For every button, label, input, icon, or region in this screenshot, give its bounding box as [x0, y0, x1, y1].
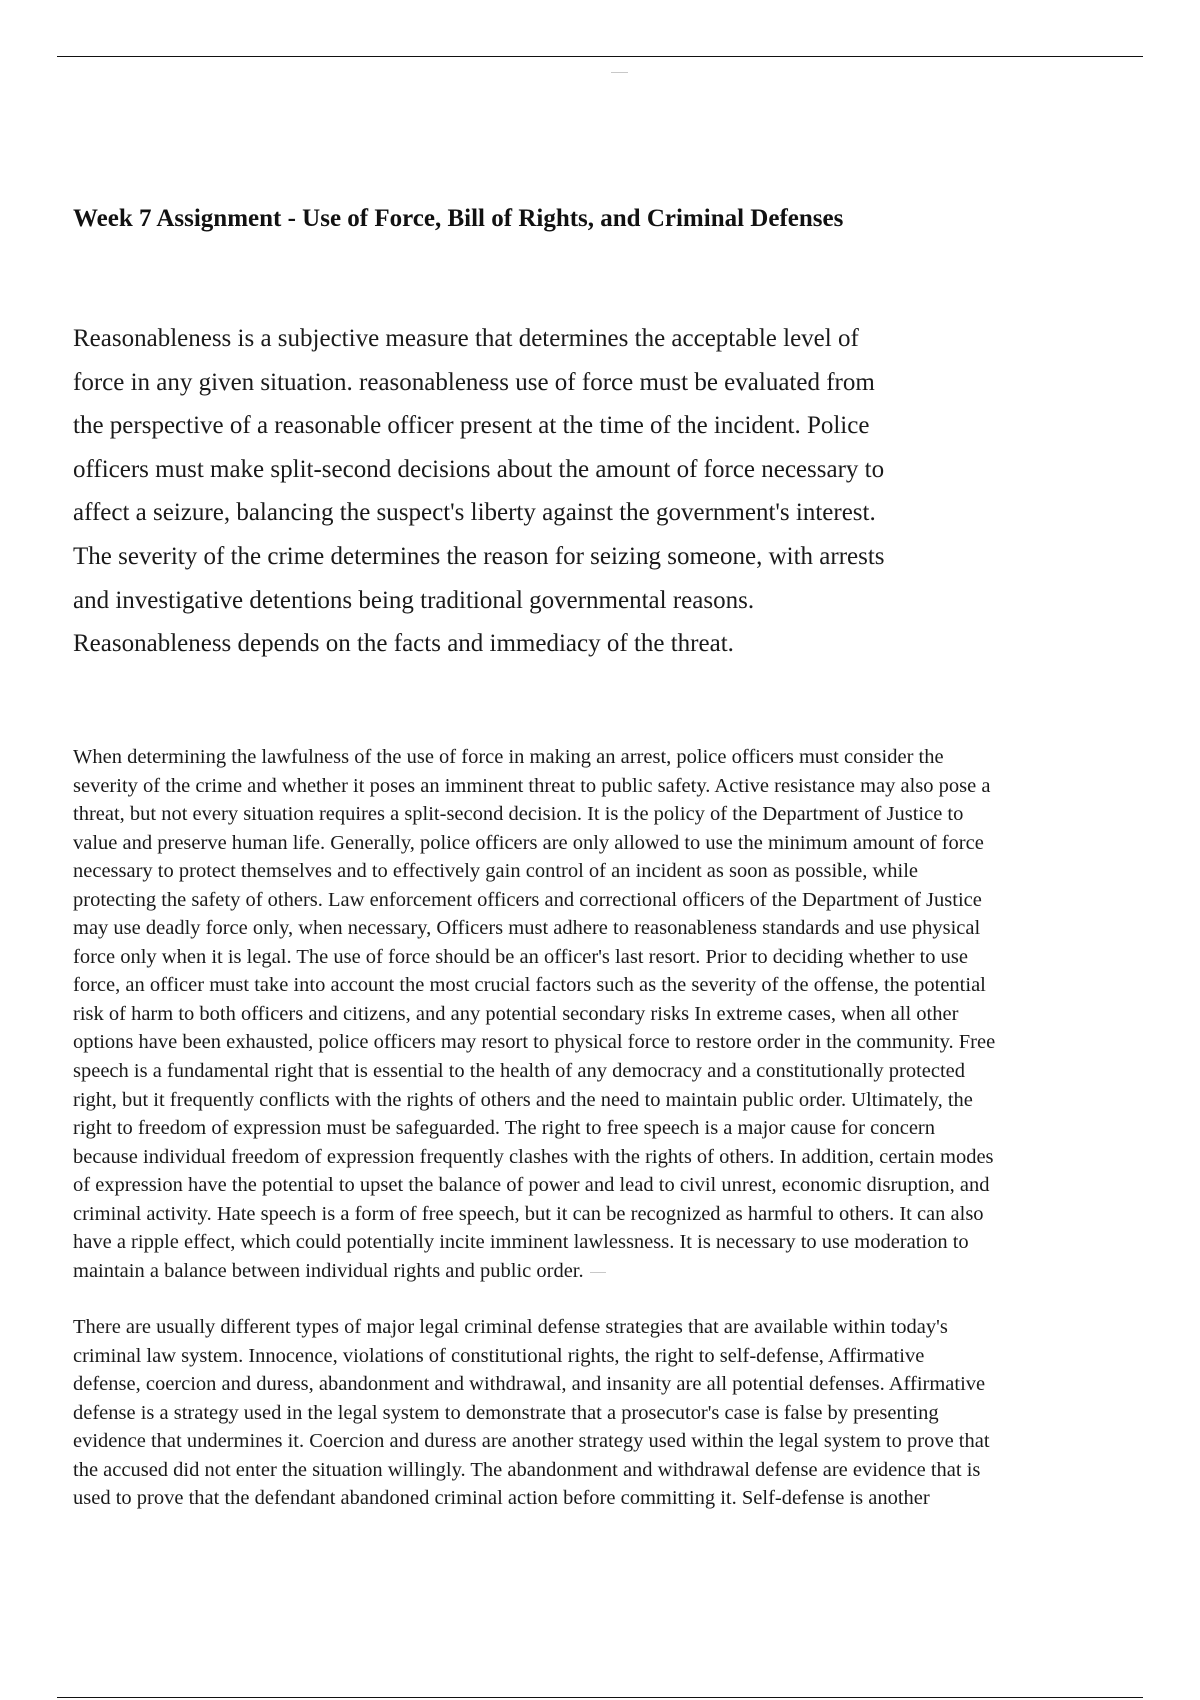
text-line: and investigative detentions being traditional governmental reasons. [73, 586, 755, 614]
text-line: When determining the lawfulness of the use of force in making an arrest, police officers must consider the [73, 746, 944, 768]
text-line: necessary to protect themselves and to effectively gain control of an incident as soon as possible, while [73, 860, 919, 883]
text-line: force in any given situation. reasonableness use of force must be evaluated from [73, 368, 875, 396]
criminal-defenses-paragraph [73, 1313, 990, 1513]
text-line: defense, coercion and duress, abandonment and withdrawal, and insanity are all potential defenses. Affirmative [73, 1373, 986, 1396]
text-line: The severity of the crime determines the reason for seizing someone, with arrests [73, 542, 885, 570]
text-line: affect a seizure, balancing the suspect's liberty against the government's interest. [73, 499, 876, 527]
text-line: options have been exhausted, police officers may resort to physical force to restore order in the community. Free [73, 1031, 996, 1054]
header-mark [611, 72, 628, 73]
text-line: may use deadly force only, when necessary, Officers must adhere to reasonableness standards and use physical [73, 917, 981, 940]
text-line: criminal law system. Innocence, violations of constitutional rights, the right to self-defense, Affirmative [73, 1344, 925, 1367]
text-line: the perspective of a reasonable officer present at the time of the incident. Police [73, 412, 870, 440]
text-line: of expression have the potential to upset the balance of power and lead to civil unrest, economic disruption, and [73, 1174, 990, 1197]
text-line: used to prove that the defendant abandoned criminal action before committing it. Self-defense is another [73, 1487, 930, 1510]
text-line: threat, but not every situation requires a split-second decision. It is the policy of the Department of Justice to [73, 803, 964, 826]
text-line: the accused did not enter the situation willingly. The abandonment and withdrawal defense are evidence that is [73, 1458, 981, 1481]
use-of-force-paragraph [73, 743, 995, 1285]
text-line: maintain a balance between individual rights and public order. [73, 1259, 584, 1282]
text-line: value and preserve human life. Generally, police officers are only allowed to use the minimum amount of force [73, 831, 984, 854]
text-line: have a ripple effect, which could potentially incite imminent lawlessness. It is necessary to use moderation to [73, 1231, 969, 1254]
header-rule [57, 56, 1143, 57]
text-line: defense is a strategy used in the legal system to demonstrate that a prosecutor's case is false by presenting [73, 1401, 939, 1424]
paragraph-end-mark [590, 1272, 606, 1273]
text-line: officers must make split-second decisions about the amount of force necessary to [73, 455, 885, 483]
text-line: Reasonableness depends on the facts and immediacy of the threat. [73, 630, 734, 658]
text-line: force only when it is legal. The use of force should be an officer's last resort. Prior to deciding whether to use [73, 945, 969, 968]
text-line: There are usually different types of major legal criminal defense strategies that are available within today's [73, 1316, 948, 1338]
text-line-end [73, 1257, 995, 1286]
text-line: because individual freedom of expression frequently clashes with the rights of others. In addition, certain modes [73, 1145, 994, 1168]
text-line: protecting the safety of others. Law enforcement officers and correctional officers of the Department of Justice [73, 888, 982, 911]
text-line: right, but it frequently conflicts with the rights of others and the need to maintain public order. Ultimately, the [73, 1088, 973, 1111]
document-title: Week 7 Assignment - Use of Force, Bill of Rights, and Criminal Defenses [73, 205, 844, 232]
text-line: risk of harm to both officers and citizens, and any potential secondary risks In extreme cases, when all other [73, 1002, 959, 1025]
text-line: severity of the crime and whether it poses an imminent threat to public safety. Active resistance may also pose a [73, 774, 991, 797]
text-line: evidence that undermines it. Coercion and duress are another strategy used within the legal system to prove that [73, 1430, 990, 1453]
footer-rule [57, 1697, 1143, 1698]
text-line: criminal activity. Hate speech is a form of free speech, but it can be recognized as harmful to others. It can also [73, 1202, 984, 1225]
text-line: speech is a fundamental right that is essential to the health of any democracy and a constitutionally protected [73, 1060, 966, 1083]
intro-paragraph [73, 317, 1013, 666]
text-line: force, an officer must take into account the most crucial factors such as the severity of the offense, the potential [73, 974, 986, 997]
text-line: Reasonableness is a subjective measure that determines the acceptable level of [73, 325, 859, 352]
text-line: right to freedom of expression must be safeguarded. The right to free speech is a major cause for concern [73, 1117, 936, 1140]
